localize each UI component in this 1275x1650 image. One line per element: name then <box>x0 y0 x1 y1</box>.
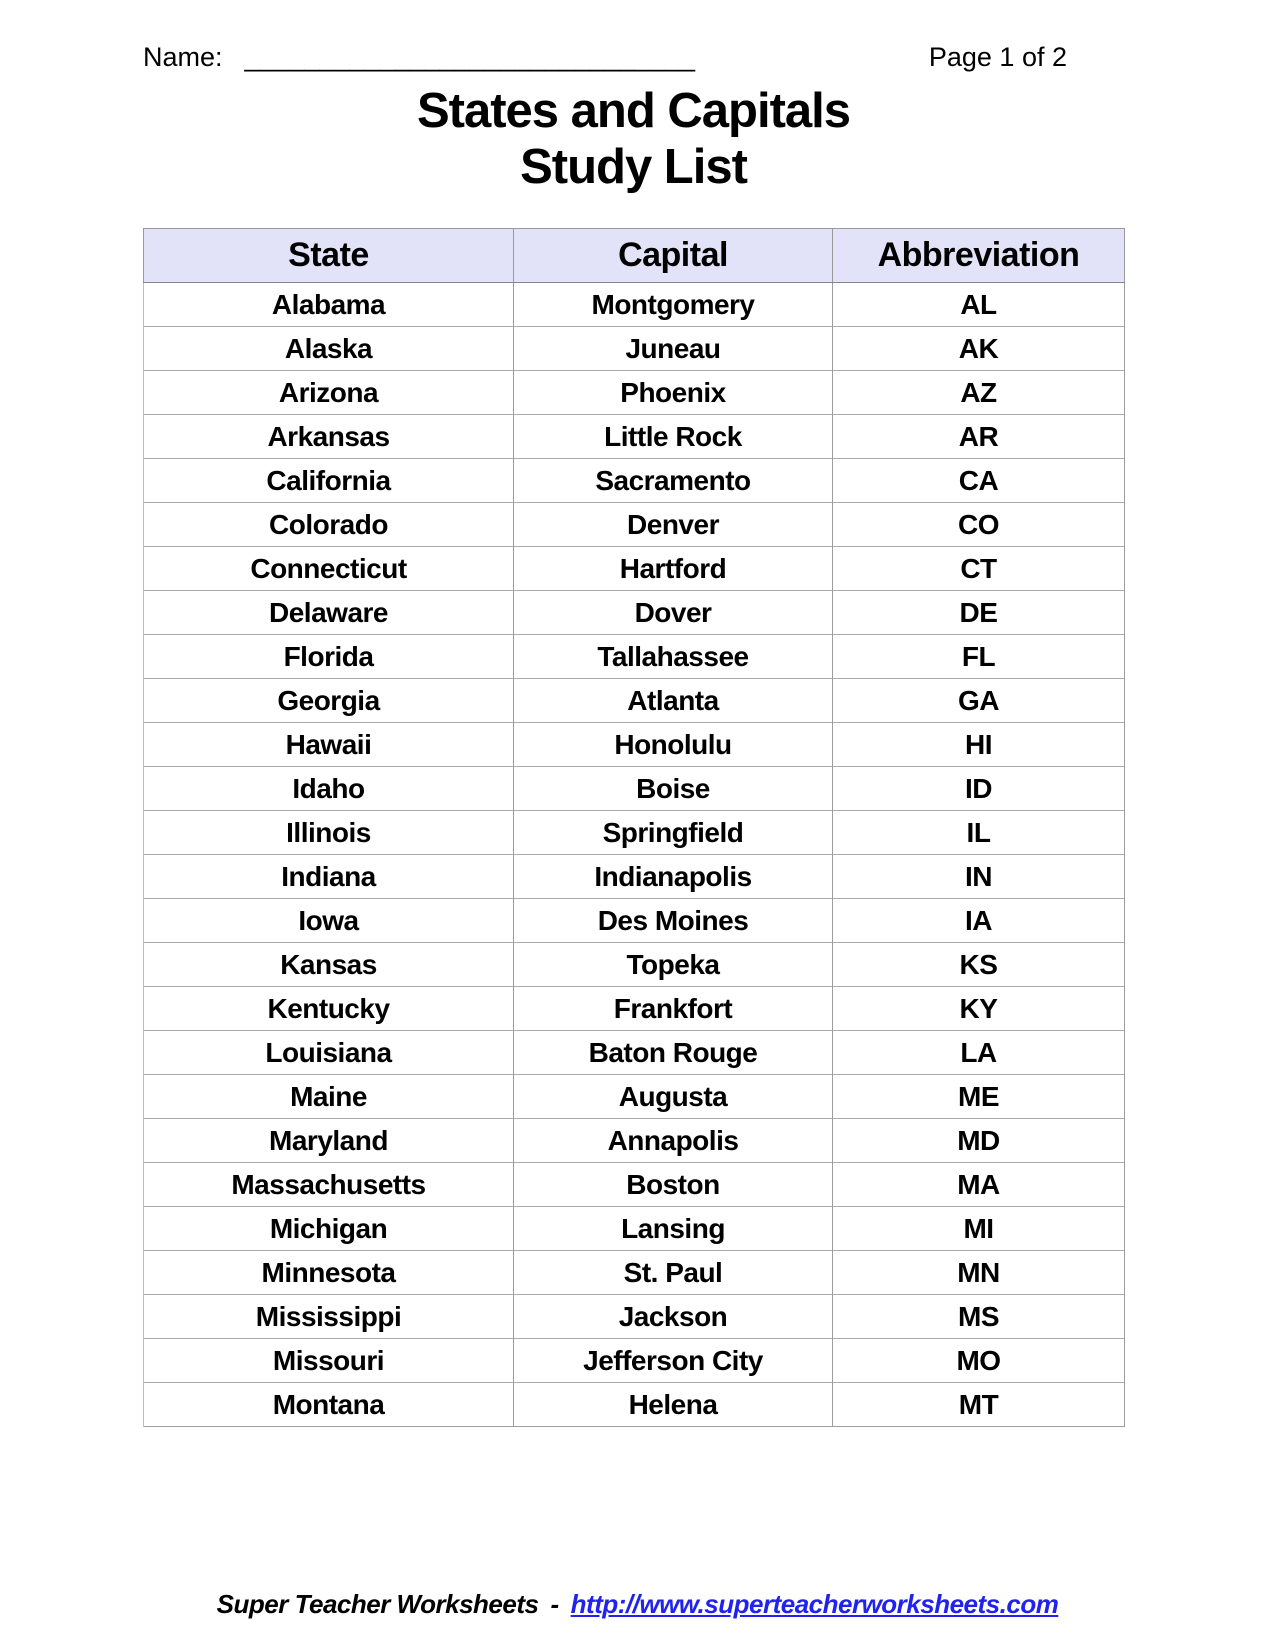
table-row <box>144 899 1125 943</box>
abbreviation-cell: ME <box>833 1075 1125 1119</box>
table-row <box>144 327 1125 371</box>
page-title-line1: States and Capitals <box>416 84 851 138</box>
abbreviation-cell: CA <box>833 459 1125 503</box>
capital-cell: St. Paul <box>514 1251 833 1295</box>
state-cell: Colorado <box>144 503 514 547</box>
state-cell: Florida <box>144 635 514 679</box>
state-cell: Maine <box>144 1075 514 1119</box>
abbreviation-cell: HI <box>833 723 1125 767</box>
abbreviation-cell: MO <box>833 1339 1125 1383</box>
state-cell: Arizona <box>144 371 514 415</box>
abbreviation-cell: IA <box>833 899 1125 943</box>
name-blank-line: ______________________________ <box>244 42 696 72</box>
state-cell: Idaho <box>144 767 514 811</box>
name-field <box>143 42 695 73</box>
abbreviation-cell: GA <box>833 679 1125 723</box>
abbreviation-cell: FL <box>833 635 1125 679</box>
table-row <box>144 679 1125 723</box>
page-footer <box>0 1589 1275 1620</box>
state-cell: Kansas <box>144 943 514 987</box>
abbreviation-cell: CT <box>833 547 1125 591</box>
capital-cell: Atlanta <box>514 679 833 723</box>
abbreviation-cell: MD <box>833 1119 1125 1163</box>
table-row <box>144 1119 1125 1163</box>
abbreviation-cell: MN <box>833 1251 1125 1295</box>
abbreviation-cell: LA <box>833 1031 1125 1075</box>
capital-cell: Tallahassee <box>514 635 833 679</box>
state-cell: Michigan <box>144 1207 514 1251</box>
state-cell: Georgia <box>144 679 514 723</box>
capital-cell: Indianapolis <box>514 855 833 899</box>
table-row <box>144 1163 1125 1207</box>
capital-cell: Hartford <box>514 547 833 591</box>
state-cell: Iowa <box>144 899 514 943</box>
state-cell: Maryland <box>144 1119 514 1163</box>
abbreviation-cell: MT <box>833 1383 1125 1427</box>
table-row <box>144 1207 1125 1251</box>
states-capitals-table <box>143 228 1125 1427</box>
table-row <box>144 1339 1125 1383</box>
capital-cell: Boise <box>514 767 833 811</box>
capital-cell: Montgomery <box>514 283 833 327</box>
state-cell: Hawaii <box>144 723 514 767</box>
state-cell: California <box>144 459 514 503</box>
abbreviation-cell: ID <box>833 767 1125 811</box>
table-row <box>144 459 1125 503</box>
table-row <box>144 723 1125 767</box>
state-cell: Montana <box>144 1383 514 1427</box>
abbreviation-cell: AK <box>833 327 1125 371</box>
abbreviation-cell: IL <box>833 811 1125 855</box>
state-cell: Arkansas <box>144 415 514 459</box>
state-cell: Connecticut <box>144 547 514 591</box>
footer-brand: Super Teacher Worksheets <box>216 1589 539 1619</box>
table-row <box>144 943 1125 987</box>
abbreviation-cell: MI <box>833 1207 1125 1251</box>
capital-cell: Boston <box>514 1163 833 1207</box>
page-title <box>143 84 1124 196</box>
footer-separator: - <box>550 1589 559 1619</box>
table-row <box>144 547 1125 591</box>
capital-cell: Denver <box>514 503 833 547</box>
table-row <box>144 1383 1125 1427</box>
abbreviation-cell: AZ <box>833 371 1125 415</box>
capital-cell: Honolulu <box>514 723 833 767</box>
table-row <box>144 1295 1125 1339</box>
abbreviation-cell: MS <box>833 1295 1125 1339</box>
capital-cell: Helena <box>514 1383 833 1427</box>
state-cell: Alaska <box>144 327 514 371</box>
capital-cell: Baton Rouge <box>514 1031 833 1075</box>
table-header-row <box>144 229 1125 283</box>
column-header-capital: Capital <box>514 229 833 283</box>
table-row <box>144 1031 1125 1075</box>
state-cell: Missouri <box>144 1339 514 1383</box>
state-cell: Massachusetts <box>144 1163 514 1207</box>
table-row <box>144 767 1125 811</box>
page-indicator: Page 1 of 2 <box>928 42 1067 72</box>
table-row <box>144 591 1125 635</box>
state-cell: Louisiana <box>144 1031 514 1075</box>
table-row <box>144 855 1125 899</box>
abbreviation-cell: DE <box>833 591 1125 635</box>
table-row <box>144 283 1125 327</box>
state-cell: Illinois <box>144 811 514 855</box>
footer-link[interactable]: http://www.superteacherworksheets.com <box>570 1589 1059 1619</box>
abbreviation-cell: KS <box>833 943 1125 987</box>
capital-cell: Frankfort <box>514 987 833 1031</box>
table-row <box>144 503 1125 547</box>
abbreviation-cell: MA <box>833 1163 1125 1207</box>
capital-cell: Springfield <box>514 811 833 855</box>
table-row <box>144 635 1125 679</box>
abbreviation-cell: IN <box>833 855 1125 899</box>
page-header <box>143 42 1067 73</box>
table-row <box>144 371 1125 415</box>
state-cell: Alabama <box>144 283 514 327</box>
capital-cell: Sacramento <box>514 459 833 503</box>
name-label: Name: <box>143 42 223 72</box>
capital-cell: Little Rock <box>514 415 833 459</box>
capital-cell: Dover <box>514 591 833 635</box>
capital-cell: Topeka <box>514 943 833 987</box>
abbreviation-cell: KY <box>833 987 1125 1031</box>
table-row <box>144 415 1125 459</box>
table-row <box>144 1251 1125 1295</box>
capital-cell: Jackson <box>514 1295 833 1339</box>
capital-cell: Augusta <box>514 1075 833 1119</box>
capital-cell: Juneau <box>514 327 833 371</box>
abbreviation-cell: CO <box>833 503 1125 547</box>
capital-cell: Phoenix <box>514 371 833 415</box>
capital-cell: Lansing <box>514 1207 833 1251</box>
page-title-line2: Study List <box>520 139 747 194</box>
state-cell: Minnesota <box>144 1251 514 1295</box>
state-cell: Delaware <box>144 591 514 635</box>
state-cell: Kentucky <box>144 987 514 1031</box>
abbreviation-cell: AL <box>833 283 1125 327</box>
state-cell: Indiana <box>144 855 514 899</box>
table-row <box>144 987 1125 1031</box>
table-body <box>144 283 1125 1427</box>
table-row <box>144 1075 1125 1119</box>
capital-cell: Annapolis <box>514 1119 833 1163</box>
table-row <box>144 811 1125 855</box>
abbreviation-cell: AR <box>833 415 1125 459</box>
capital-cell: Jefferson City <box>514 1339 833 1383</box>
column-header-state: State <box>144 229 514 283</box>
state-cell: Mississippi <box>144 1295 514 1339</box>
column-header-abbreviation: Abbreviation <box>833 229 1125 283</box>
capital-cell: Des Moines <box>514 899 833 943</box>
